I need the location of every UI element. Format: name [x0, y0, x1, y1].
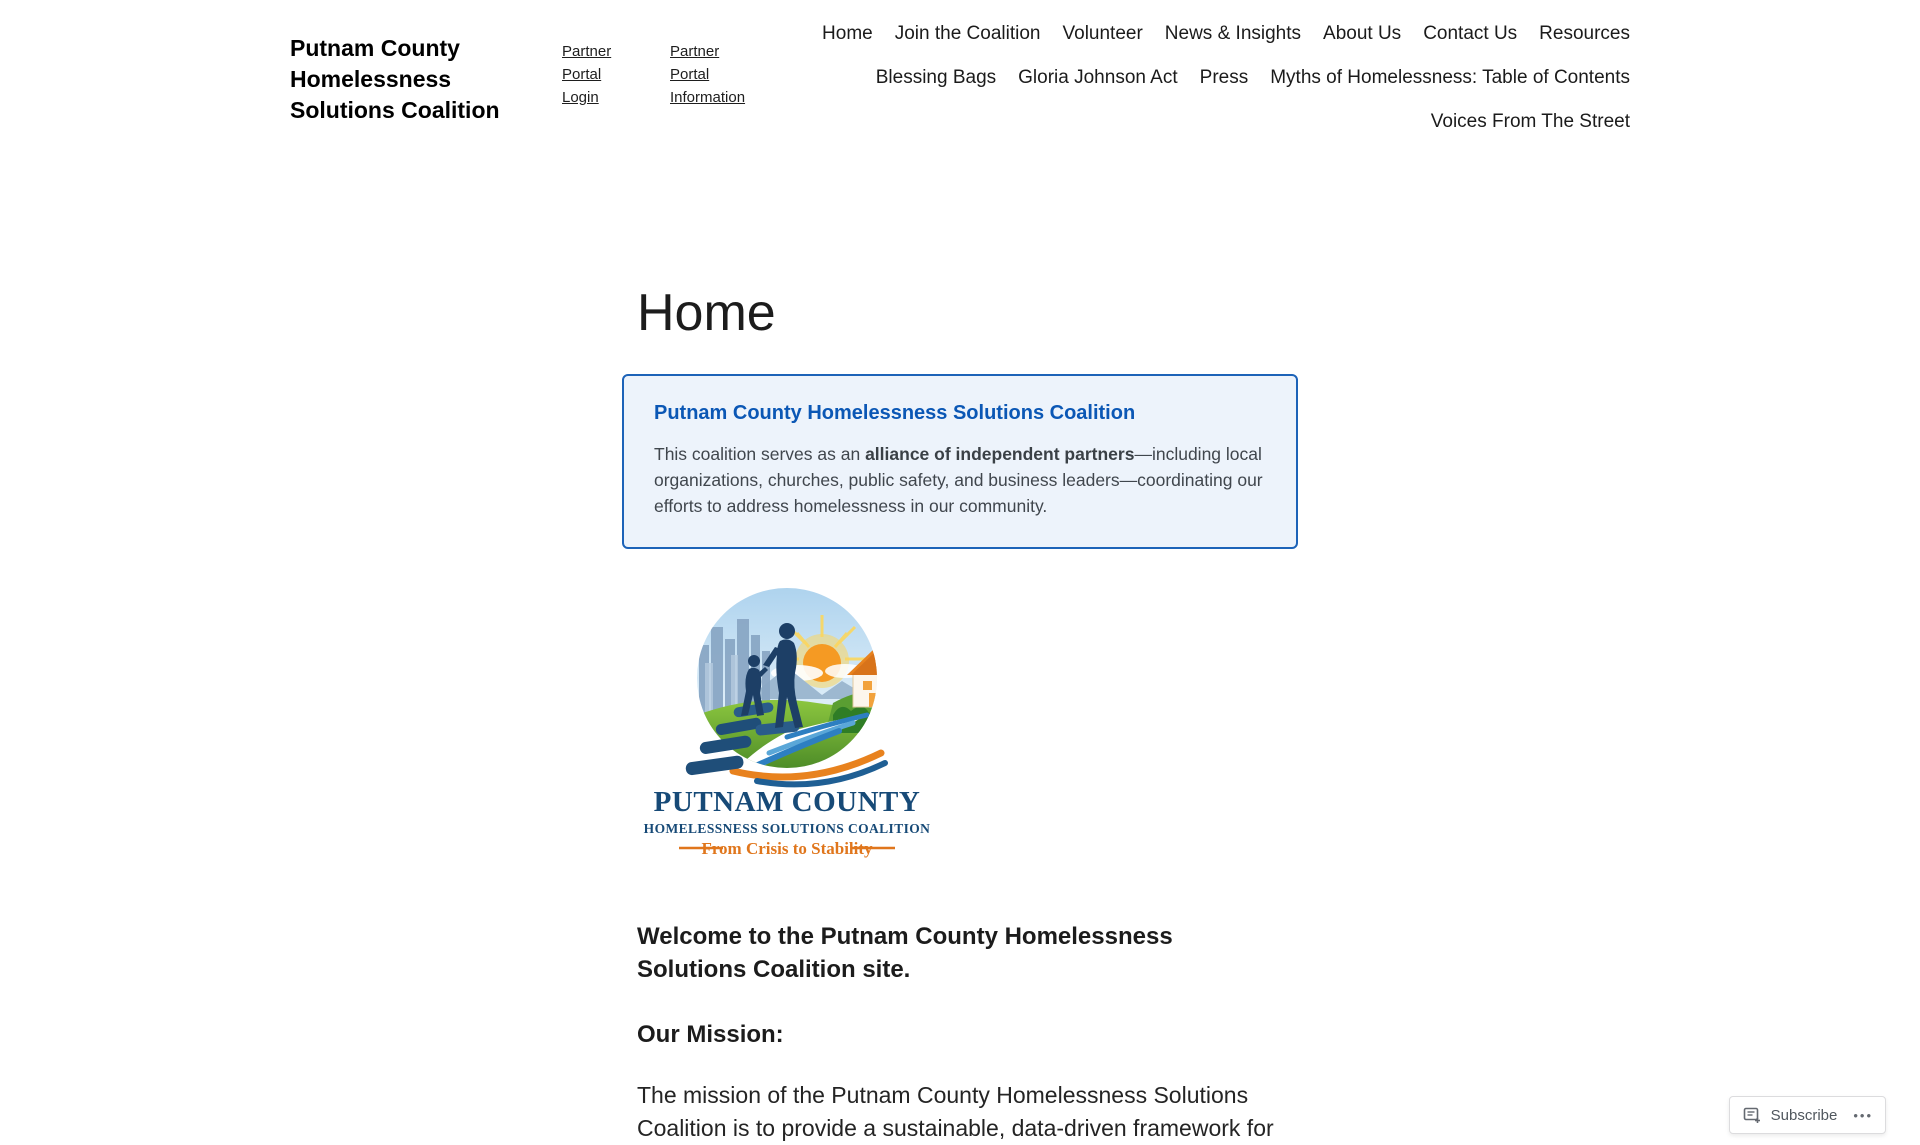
welcome-heading: Welcome to the Putnam County Homelessness Solutions Coalition site.	[637, 922, 1173, 983]
nav-item-about-us[interactable]: About Us	[1323, 23, 1402, 44]
nav-item-myths-of-homelessness[interactable]: Myths of Homelessness: Table of Contents	[1270, 67, 1630, 88]
logo-subtitle-text: HOMELESSNESS SOLUTIONS COALITION	[643, 820, 931, 836]
site-title[interactable]: Putnam County Homelessness Solutions Coalition	[290, 35, 500, 123]
nav-item-news-insights[interactable]: News & Insights	[1164, 23, 1302, 44]
nav-item-voices-from-the-street[interactable]: Voices From The Street	[1430, 111, 1630, 132]
info-box-text-bold: alliance of independent partners	[865, 443, 1135, 464]
info-box-text-suffix: —including local organizations, churches, public safety, and business leaders—coordinating our efforts to address homelessness in our community.	[654, 443, 1263, 516]
nav-item-press[interactable]: Press	[1199, 67, 1249, 88]
coalition-logo-image	[637, 575, 937, 869]
mission-heading: Our Mission:	[637, 1020, 784, 1048]
coalition-info-box	[622, 374, 1298, 549]
logo-title-text: PUTNAM COUNTY	[653, 785, 921, 818]
main-content	[622, 284, 1298, 1145]
nav-item-join-the-coalition[interactable]: Join the Coalition	[894, 23, 1041, 44]
info-box-text-prefix: This coalition serves as an	[654, 443, 866, 464]
more-options-button[interactable]: •••	[1853, 1107, 1873, 1123]
nav-item-gloria-johnson-act[interactable]: Gloria Johnson Act	[1018, 67, 1178, 88]
nav-row-3	[1431, 110, 1630, 134]
subscribe-bar[interactable]	[1729, 1096, 1886, 1134]
subscribe-icon	[1742, 1105, 1762, 1125]
nav-row-2	[876, 66, 1630, 90]
info-box-title: Putnam County Homelessness Solutions Coalition	[654, 401, 1136, 424]
page-title: Home	[637, 284, 776, 342]
partner-portal-information-link[interactable]: Partner Portal Information	[670, 43, 746, 106]
info-box-body	[654, 441, 1266, 519]
main-navigation	[750, 22, 1630, 134]
site-header	[0, 0, 1920, 134]
partner-portal-links	[562, 40, 750, 109]
nav-item-blessing-bags[interactable]: Blessing Bags	[875, 67, 997, 88]
logo-tagline-text: From Crisis to Stability	[701, 838, 873, 858]
nav-item-volunteer[interactable]: Volunteer	[1062, 23, 1143, 44]
partner-portal-login-link[interactable]: Partner Portal Login	[562, 43, 612, 106]
nav-item-home[interactable]: Home	[822, 23, 873, 44]
nav-item-resources[interactable]: Resources	[1539, 23, 1630, 44]
nav-item-contact-us[interactable]: Contact Us	[1423, 23, 1518, 44]
nav-row-1	[822, 22, 1630, 46]
subscribe-button[interactable]: Subscribe	[1770, 1106, 1838, 1124]
mission-paragraph: The mission of the Putnam County Homelessness Solutions Coalition is to provide a sustainable, data-driven framework for	[637, 1081, 1274, 1141]
